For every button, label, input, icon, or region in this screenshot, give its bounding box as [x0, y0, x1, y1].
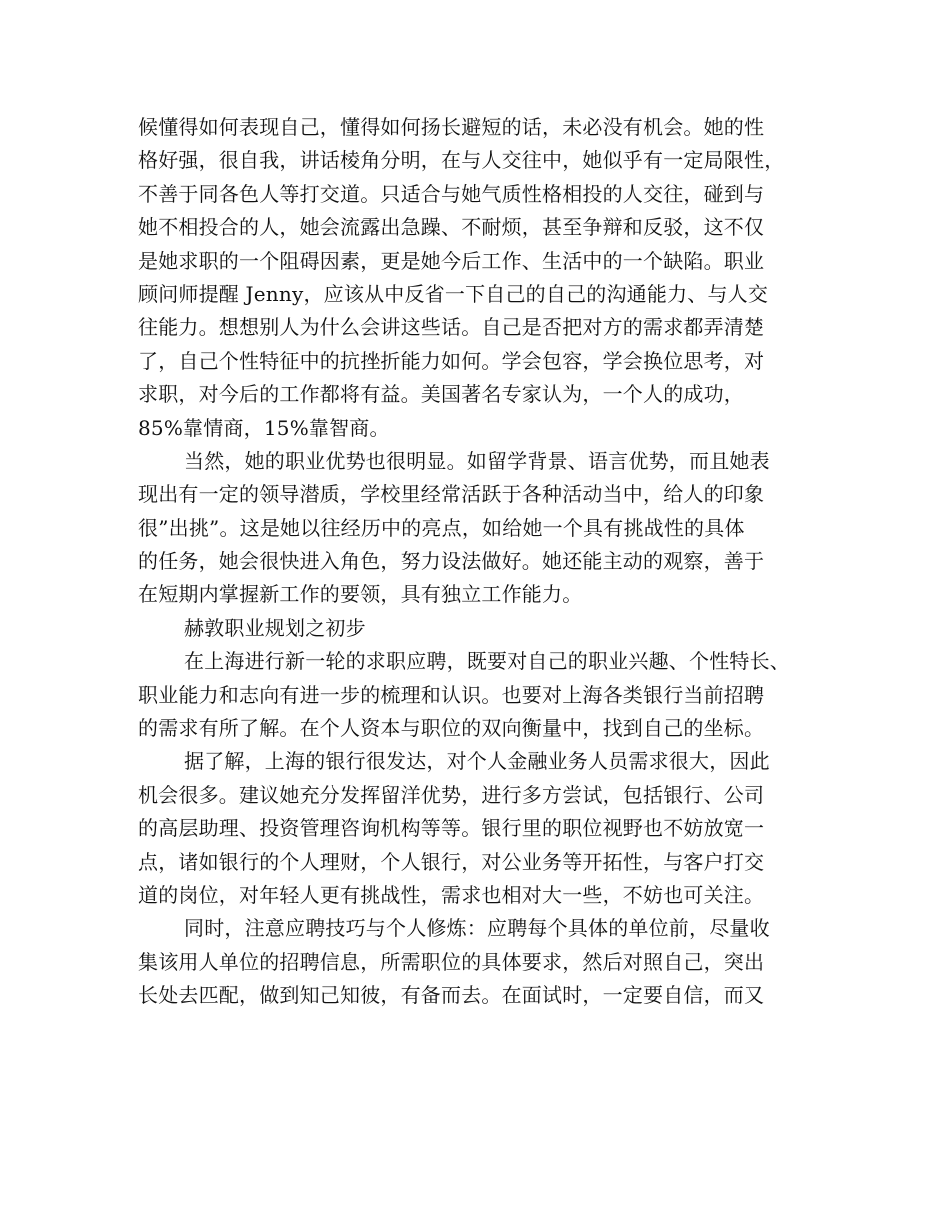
heading-text: 赫敦职业规划之初步: [184, 615, 366, 640]
text-line: 格好强，很自我，讲话棱角分明，在与人交往中，她似乎有一定局限性，: [138, 148, 785, 173]
text-line: 点，诸如银行的个人理财，个人银行，对公业务等开拓性，与客户打交: [138, 849, 765, 874]
text-line: 候懂得如何表现自己，懂得如何扬长避短的话，未必没有机会。她的性: [138, 115, 765, 139]
text-line: 很”出挑”。这是她以往经历中的亮点，如给她一个具有挑战性的具体: [138, 515, 745, 540]
text-line: 机会很多。建议她充分发挥留洋优势，进行多方尝试，包括银行、公司: [138, 782, 765, 807]
text-line: 集该用人单位的招聘信息，所需职位的具体要求，然后对照自己，突出: [138, 949, 765, 974]
paragraph-shanghai-job-search: [138, 645, 828, 745]
paragraph-banking-opportunities: [138, 745, 828, 912]
paragraph-advantages: [138, 445, 828, 612]
document-page: [138, 111, 828, 1013]
text-line: 现出有一定的领导潜质，学校里经常活跃于各种活动当中，给人的印象: [138, 482, 765, 507]
text-line: 长处去匹配，做到知己知彼，有备而去。在面试时，一定要自信，而又: [138, 983, 765, 1008]
text-line: 85%靠情商，15%靠智商。: [138, 415, 390, 440]
text-line: 同时，注意应聘技巧与个人修炼：应聘每个具体的单位前，尽量收: [184, 916, 770, 941]
text-line: 的需求有所了解。在个人资本与职位的双向衡量中，找到自己的坐标。: [138, 716, 765, 741]
text-line: 的任务，她会很快进入角色，努力设法做好。她还能主动的观察，善于: [138, 549, 765, 574]
text-line: 往能力。想想别人为什么会讲这些话。自己是否把对方的需求都弄清楚: [138, 315, 765, 340]
text-line: 求职，对今后的工作都将有益。美国著名专家认为，一个人的成功，: [138, 382, 744, 407]
text-line: 在上海进行新一轮的求职应聘，既要对自己的职业兴趣、个性特长、: [184, 649, 790, 674]
text-line: 在短期内掌握新工作的要领，具有独立工作能力。: [138, 582, 583, 607]
text-line: 她不相投合的人，她会流露出急躁、不耐烦，甚至争辩和反驳，这不仅: [138, 215, 765, 240]
text-line: 据了解，上海的银行很发达，对个人金融业务人员需求很大，因此: [184, 749, 770, 774]
text-line: 了，自己个性特征中的抗挫折能力如何。学会包容，学会换位思考，对: [138, 348, 765, 373]
paragraph-interview-skills: [138, 912, 828, 1012]
text-line: 的高层助理、投资管理咨询机构等等。银行里的职位视野也不妨放宽一: [138, 816, 765, 841]
text-line: 不善于同各色人等打交道。只适合与她气质性格相投的人交往，碰到与: [138, 181, 765, 206]
text-line: 当然，她的职业优势也很明显。如留学背景、语言优势，而且她表: [184, 448, 770, 473]
paragraph-personality: [138, 111, 828, 445]
text-line: 道的岗位，对年轻人更有挑战性，需求也相对大一些，不妨也可关注。: [138, 882, 765, 907]
section-heading: [138, 612, 828, 645]
text-line: 是她求职的一个阻碍因素，更是她今后工作、生活中的一个缺陷。职业: [138, 248, 765, 273]
text-line: 职业能力和志向有进一步的梳理和认识。也要对上海各类银行当前招聘: [138, 682, 765, 707]
text-line: 顾问师提醒 Jenny，应该从中反省一下自己的自己的沟通能力、与人交: [138, 281, 769, 306]
